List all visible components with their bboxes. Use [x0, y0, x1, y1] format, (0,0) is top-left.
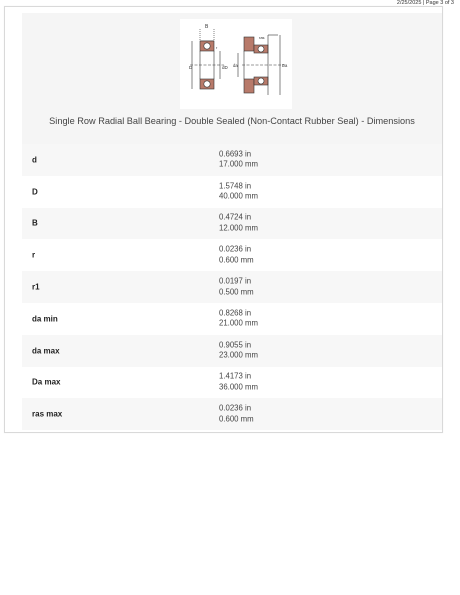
diagram-label-dD: dD — [222, 65, 228, 70]
table-title: Single Row Radial Ball Bearing - Double Sealed (Non-Contact Rubber Seal) - Dimensions — [49, 116, 415, 126]
dimension-label: ras max — [32, 409, 63, 419]
table-row — [22, 208, 442, 240]
dimension-label: d — [32, 155, 37, 165]
diagram-label-da: da — [233, 63, 238, 68]
dimension-value: 0.8268 in 21.000 mm — [219, 308, 259, 328]
dimension-label: D — [32, 187, 38, 197]
dimension-value: 0.6693 in 17.000 mm — [219, 149, 259, 169]
diagram-label-ras: ras — [259, 35, 265, 40]
table-row — [22, 176, 442, 208]
page-header-date: 2/25/2025 | Page 3 of 3 — [396, 0, 454, 6]
table-row — [22, 271, 442, 303]
diagram-label-D: D — [189, 65, 193, 70]
dimension-value: 0.4724 in 12.000 mm — [219, 212, 259, 233]
bearing-diagram — [180, 19, 292, 109]
dimensions-table — [22, 144, 442, 430]
bearing-cross-section-drawing — [180, 19, 292, 109]
dimension-label: r1 — [32, 282, 40, 292]
dimension-value: 0.9055 in 23.000 mm — [219, 340, 259, 360]
diagram-area — [22, 13, 442, 144]
dimension-value: 1.4173 in 36.000 mm — [219, 371, 259, 392]
dimension-label: da max — [32, 346, 60, 356]
dimension-value: 1.5748 in 40.000 mm — [219, 181, 259, 201]
diagram-label-B: B — [205, 24, 209, 30]
table-row — [22, 335, 442, 367]
table-row — [22, 239, 442, 271]
dimension-label: Da max — [32, 377, 61, 387]
dimension-value: 0.0236 in 0.600 mm — [219, 403, 254, 424]
diagram-label-Da: Da — [282, 63, 288, 68]
dimension-value: 0.0197 in 0.500 mm — [219, 276, 254, 297]
dimension-label: da min — [32, 314, 58, 324]
table-row — [22, 398, 442, 430]
table-row — [22, 303, 442, 335]
dimensions-card — [4, 6, 443, 433]
dimension-label: r — [32, 250, 36, 260]
diagram-label-r: r — [216, 46, 218, 50]
dimension-label: B — [32, 218, 38, 228]
table-row — [22, 367, 442, 399]
table-row — [22, 144, 442, 176]
dimension-value: 0.0236 in 0.600 mm — [219, 244, 254, 265]
